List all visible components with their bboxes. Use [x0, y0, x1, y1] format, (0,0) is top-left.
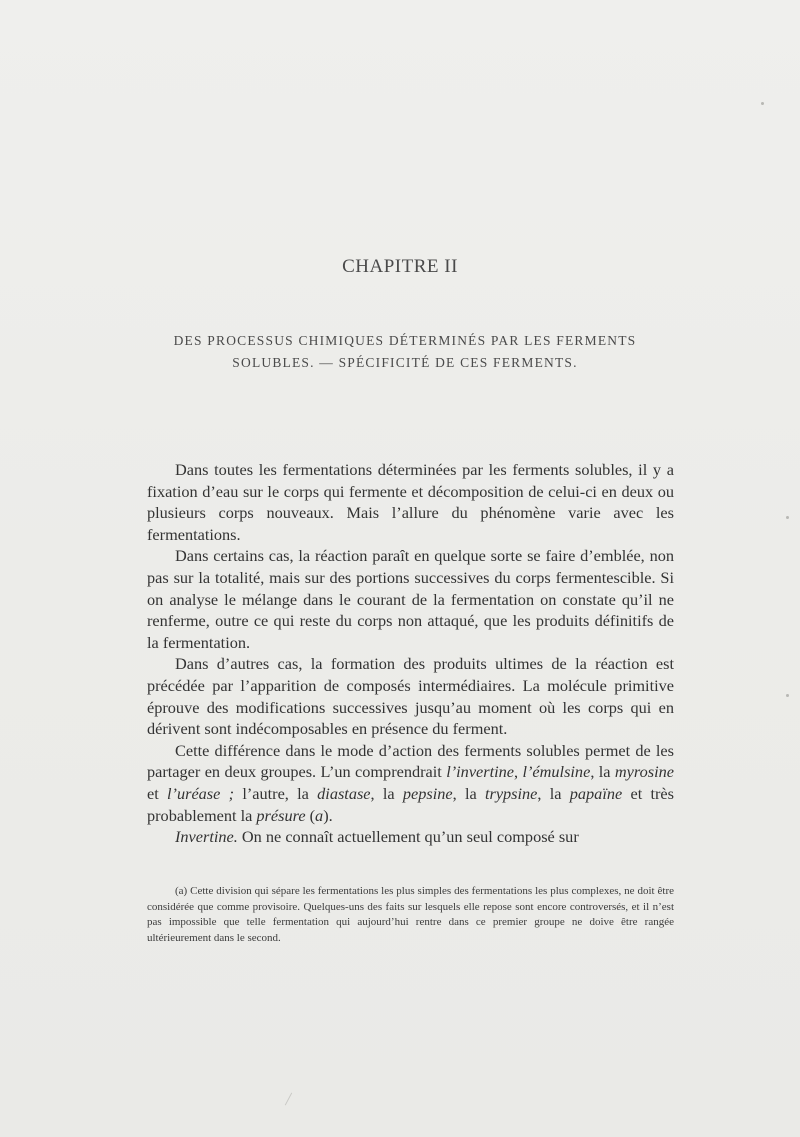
paragraph-1: Dans toutes les fermentations déterminées par les ferments solubles, il y a fixation d’eau sur le corps qui fermente et décomposition de celui-ci en deux ou plusieurs corps nouveaux. Mais l’allure du phénomène varie avec les fermentations. [147, 460, 674, 544]
text-run: , [514, 762, 523, 782]
section-label-invertine: Invertine. [175, 827, 238, 847]
text-run: et très probablement la [147, 783, 674, 825]
text-run: Cette différence dans le mode d’action des ferments solubles permet de les partager en deux groupes. L’un comprendrait [147, 740, 674, 782]
footnote-marker: (a) [175, 885, 188, 897]
text-run: On ne connaît actuellement qu’un seul composé sur [237, 827, 579, 847]
text-run: l’autre, la [234, 783, 318, 803]
chapter-subtitle-line-2: SOLUBLES. — SPÉCIFICITÉ DE CES FERMENTS. [232, 355, 578, 370]
term-papaine: papaïne [569, 783, 623, 803]
text-run: , la [590, 762, 615, 782]
text-run: ( [305, 805, 316, 825]
footnote-text: Cette division qui sépare les fermentations les plus simples des fermentations les plus complexes, ne doit être considérée que comme provisoire. Quelques-uns des faits sur lesquels elle repose sont encore controversés, et il n’est pas impossible que telle fermentation qui aujourd’hui rentre dans ce premier groupe ne doive être rangée ultérieurement dans le second. [147, 885, 674, 944]
term-pepsine: pepsine [402, 783, 453, 803]
term-urease: l’uréase ; [167, 783, 235, 803]
margin-speck [786, 694, 789, 697]
text-run: , la [452, 783, 485, 803]
text-run: , la [370, 783, 403, 803]
body-text [147, 459, 674, 848]
term-diastase: diastase [317, 783, 371, 803]
term-invertine: l’invertine [446, 762, 515, 782]
footnote-reference[interactable]: a [315, 805, 324, 825]
page-speck [285, 1093, 292, 1106]
chapter-subtitle-line-1: DES PROCESSUS CHIMIQUES DÉTERMINÉS PAR LES FERMENTS [173, 333, 637, 348]
paragraph-4 [147, 740, 674, 826]
margin-speck [786, 516, 789, 519]
chapter-subtitle [150, 330, 660, 374]
text-run: ). [323, 805, 333, 825]
paragraph-2: Dans certains cas, la réaction paraît en quelque sorte se faire d’emblée, non pas sur la totalité, mais sur des portions successives du corps fermentescible. Si on analyse le mélange dans le courant de la fermentation on constate qu’il ne renferme, outre ce qui reste du corps non attaqué, que les produits définitifs de la fermentation. [147, 546, 674, 652]
term-myrosine: myrosine [614, 762, 674, 782]
chapter-title: CHAPITRE II [342, 256, 458, 277]
paragraph-3: Dans d’autres cas, la formation des produits ultimes de la réaction est précédée par l’apparition de composés intermédiaires. La molécule primitive éprouve des modifications successives jusqu’au moment où les corps qui en dérivent sont indécomposables en présence du ferment. [147, 654, 674, 739]
paragraph-5 [147, 826, 674, 848]
term-trypsine: trypsine [484, 783, 538, 803]
text-run: et [147, 783, 168, 803]
margin-speck [761, 102, 764, 105]
term-presure: présure [256, 805, 306, 825]
text-run: , la [537, 783, 570, 803]
footnote [147, 884, 674, 946]
term-emulsine: l’émulsine [522, 762, 591, 782]
